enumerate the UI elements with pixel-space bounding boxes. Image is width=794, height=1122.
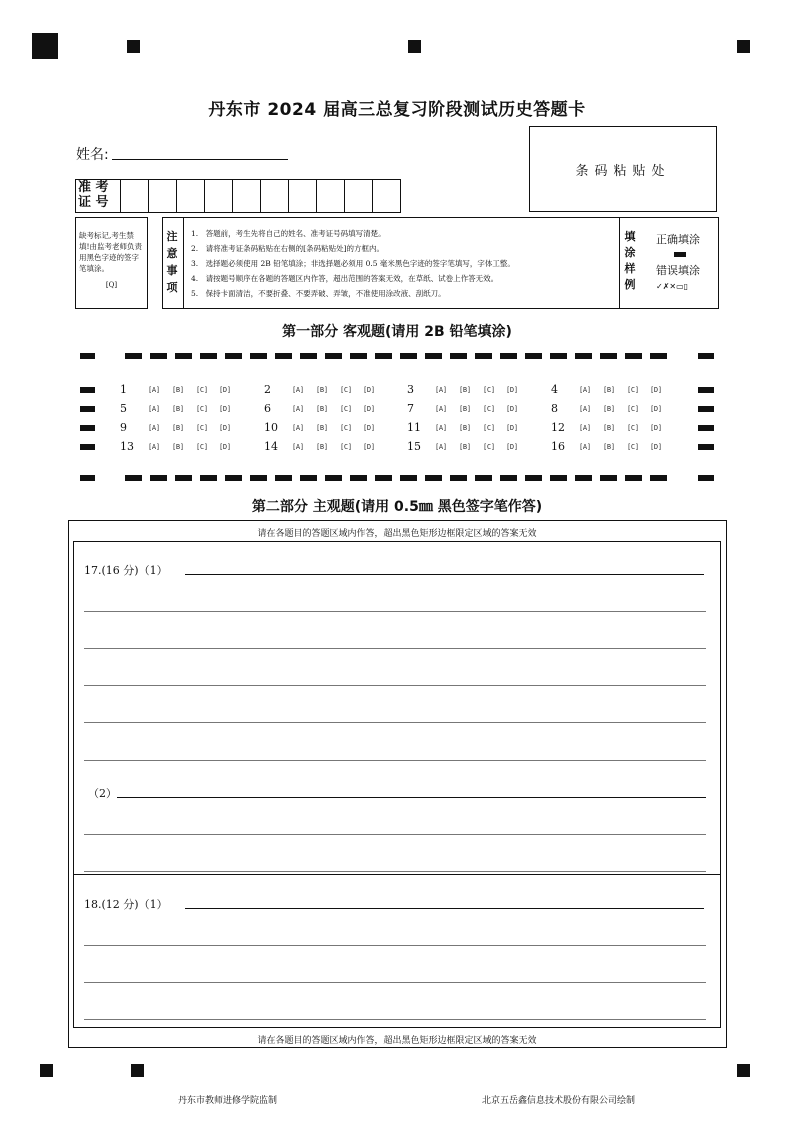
timing-mark [80,475,95,481]
answer-bubble[interactable]: [C] [483,386,495,394]
exam-number-cell[interactable] [233,180,261,213]
answer-line[interactable] [84,871,706,872]
answer-bubble[interactable]: [A] [148,424,160,432]
timing-mark [225,475,242,481]
position-mark [127,40,140,53]
answer-bubble[interactable]: [B] [172,443,184,451]
answer-bubble[interactable]: [D] [650,443,662,451]
timing-mark [650,353,667,359]
timing-mark [575,475,592,481]
exam-number-grid[interactable] [75,179,401,213]
answer-bubble[interactable]: [C] [196,443,208,451]
answer-bubble[interactable]: [C] [340,443,352,451]
position-mark [737,1064,750,1077]
notice-item: 2. 请将准考证条码粘贴在右侧的[条码粘贴处]的方框内。 [191,244,385,253]
objective-row [0,402,794,420]
answer-bubble[interactable]: [B] [459,386,471,394]
answer-bubble[interactable]: [B] [316,386,328,394]
objective-row [0,383,794,401]
timing-mark [450,475,467,481]
answer-bubble[interactable]: [A] [579,443,591,451]
timing-mark [300,353,317,359]
exam-number-cell[interactable] [205,180,233,213]
answer-bubble[interactable]: [D] [506,386,518,394]
question-number: 16 [551,440,565,453]
answer-bubble[interactable]: [D] [650,386,662,394]
timing-mark [250,353,267,359]
timing-mark [175,353,192,359]
answer-bubble[interactable]: [D] [363,386,375,394]
name-field[interactable] [112,159,288,160]
answer-line[interactable] [84,834,706,835]
area-notice-bottom: 请在各题目的答题区域内作答，超出黑色矩形边框限定区域的答案无效 [257,1036,537,1046]
question-divider [73,874,721,875]
answer-line[interactable] [84,760,706,761]
barcode-label: 条码粘贴处 [575,163,671,179]
name-label: 姓名: [76,147,109,163]
row-timing-mark [80,406,95,412]
answer-bubble[interactable]: [A] [435,405,447,413]
notice-divider [183,217,184,309]
answer-bubble[interactable]: [C] [340,386,352,394]
answer-bubble[interactable]: [C] [340,405,352,413]
fill-header: 填 涂 样 例 [624,230,636,291]
question-number: 4 [551,383,558,396]
timing-mark [350,353,367,359]
answer-bubble[interactable]: [A] [435,386,447,394]
answer-bubble[interactable]: [D] [219,443,231,451]
answer-line[interactable] [84,722,706,723]
answer-line[interactable] [84,945,706,946]
timing-mark [698,353,714,359]
timing-mark [375,353,392,359]
timing-mark [350,475,367,481]
timing-mark [425,353,442,359]
timing-mark [600,475,617,481]
timing-mark [125,353,142,359]
answer-line[interactable] [84,611,706,612]
answer-line[interactable] [84,648,706,649]
answer-bubble[interactable]: [B] [316,405,328,413]
answer-bubble[interactable]: [D] [219,424,231,432]
q17-sub2-label: （2） [88,787,117,800]
timing-mark [125,475,142,481]
notice-item: 1. 答题前，考生先将自己的姓名、准考证号码填写清楚。 [191,229,386,238]
timing-mark [475,475,492,481]
exam-number-cell[interactable] [373,180,401,213]
answer-bubble[interactable]: [D] [363,424,375,432]
timing-mark [500,475,517,481]
exam-number-cell[interactable] [345,180,373,213]
answer-bubble[interactable]: [A] [292,443,304,451]
notice-item: 5. 保持卡面清洁，不要折叠、不要弄破、弄皱，不准使用涂改液、刮纸刀。 [191,289,446,298]
question-number: 14 [264,440,278,453]
question-number: 1 [120,383,127,396]
row-timing-mark [80,425,95,431]
exam-number-cell[interactable] [121,180,149,213]
timing-mark [325,475,342,481]
fill-correct-label: 正确填涂 [656,233,700,246]
position-mark [408,40,421,53]
answer-bubble[interactable]: [B] [603,386,615,394]
notice-list [191,226,611,301]
part1-title: 第一部分 客观题(请用 2B 铅笔填涂) [282,324,512,340]
row-timing-mark [698,444,714,450]
fill-wrong-samples: ✓✗✕▭▯ [656,282,689,291]
answer-bubble[interactable]: [B] [459,405,471,413]
exam-number-cell[interactable] [177,180,205,213]
answer-bubble[interactable]: [D] [219,405,231,413]
timing-mark [300,475,317,481]
exam-number-cell[interactable] [261,180,289,213]
answer-bubble[interactable]: [D] [506,424,518,432]
timing-mark [150,475,167,481]
question-number: 9 [120,421,127,434]
answer-bubble[interactable]: [B] [172,386,184,394]
answer-line[interactable] [84,1019,706,1020]
timing-mark [400,475,417,481]
q17-label: 17.(16 分)（1） [84,564,168,577]
question-number: 13 [120,440,134,453]
answer-bubble[interactable]: [D] [363,443,375,451]
answer-bubble[interactable]: [A] [292,405,304,413]
question-number: 7 [407,402,414,415]
question-number: 11 [407,421,421,434]
timing-mark [175,475,192,481]
timing-mark [550,475,567,481]
answer-bubble[interactable]: [D] [506,443,518,451]
answer-bubble[interactable]: [D] [506,405,518,413]
fill-wrong-label: 错误填涂 [656,264,700,277]
corner-mark-top-left [32,33,58,59]
answer-line[interactable] [185,574,704,575]
timing-mark [325,353,342,359]
answer-bubble[interactable]: [C] [196,386,208,394]
answer-bubble[interactable]: [A] [579,424,591,432]
answer-bubble[interactable]: [B] [603,443,615,451]
timing-mark [600,353,617,359]
question-number: 8 [551,402,558,415]
question-number: 3 [407,383,414,396]
answer-line[interactable] [185,908,704,909]
objective-row [0,421,794,439]
absent-mark-box [75,217,148,309]
timing-mark [150,353,167,359]
answer-bubble[interactable]: [A] [148,386,160,394]
exam-number-cell[interactable] [317,180,345,213]
absent-note: 缺考标记,考生禁填!由监考老师负责用黑色字迹的签字笔填涂。 [79,231,143,273]
question-number: 10 [264,421,278,434]
answer-bubble[interactable]: [B] [172,405,184,413]
answer-bubble[interactable]: [C] [340,424,352,432]
answer-bubble[interactable]: [C] [196,424,208,432]
barcode-area [529,126,717,212]
timing-mark [550,353,567,359]
answer-bubble[interactable]: [A] [292,386,304,394]
position-mark [40,1064,53,1077]
row-timing-mark [80,444,95,450]
answer-bubble[interactable]: [B] [316,443,328,451]
page-title: 丹东市 2024 届高三总复习阶段测试历史答题卡 [208,100,586,120]
timing-mark [500,353,517,359]
footer-right: 北京五岳鑫信息技术股份有限公司绘制 [482,1096,636,1106]
timing-mark [475,353,492,359]
answer-bubble[interactable]: [A] [579,405,591,413]
answer-bubble[interactable]: [C] [627,443,639,451]
exam-number-label: 准 考 证 号 [78,180,109,210]
fill-correct-sample [674,252,686,257]
answer-bubble[interactable]: [A] [435,443,447,451]
answer-bubble[interactable]: [C] [483,424,495,432]
timing-mark [525,353,542,359]
timing-mark [250,475,267,481]
row-timing-mark [698,406,714,412]
timing-mark [225,353,242,359]
answer-line[interactable] [84,982,706,983]
timing-mark [200,353,217,359]
answer-bubble[interactable]: [B] [603,424,615,432]
answer-bubble[interactable]: [B] [603,405,615,413]
footer-left: 丹东市教师进修学院监制 [178,1096,278,1106]
timing-mark [375,475,392,481]
q18-label: 18.(12 分)（1） [84,898,168,911]
question-number: 2 [264,383,271,396]
answer-bubble[interactable]: [A] [292,424,304,432]
area-notice-top: 请在各题目的答题区域内作答，超出黑色矩形边框限定区域的答案无效 [257,529,537,539]
answer-bubble[interactable]: [C] [627,386,639,394]
notice-item: 3. 选择题必须使用 2B 铅笔填涂；非选择题必须用 0.5 毫米黑色字迹的签字笔填写，字体工整。 [191,259,515,268]
timing-mark [625,353,642,359]
answer-inner-frame [73,541,721,1028]
exam-number-cell[interactable] [289,180,317,213]
row-timing-mark [698,387,714,393]
answer-bubble[interactable]: [A] [579,386,591,394]
answer-bubble[interactable]: [C] [483,405,495,413]
objective-row [0,440,794,458]
answer-bubble[interactable]: [D] [219,386,231,394]
row-timing-mark [698,425,714,431]
position-mark [131,1064,144,1077]
timing-mark [650,475,667,481]
question-number: 5 [120,402,127,415]
question-number: 6 [264,402,271,415]
timing-mark [525,475,542,481]
answer-bubble[interactable]: [A] [435,424,447,432]
timing-mark [275,475,292,481]
timing-mark [450,353,467,359]
answer-line[interactable] [117,797,706,798]
fill-divider [619,217,620,309]
answer-bubble[interactable]: [B] [172,424,184,432]
answer-bubble[interactable]: [B] [459,443,471,451]
answer-bubble[interactable]: [B] [459,424,471,432]
answer-bubble[interactable]: [C] [483,443,495,451]
answer-bubble[interactable]: [C] [627,424,639,432]
timing-mark [400,353,417,359]
timing-mark [275,353,292,359]
answer-bubble[interactable]: [D] [650,405,662,413]
position-mark [737,40,750,53]
question-number: 12 [551,421,565,434]
row-timing-mark [80,387,95,393]
answer-bubble[interactable]: [A] [148,405,160,413]
answer-line[interactable] [84,685,706,686]
notice-header: 注 意 事 项 [166,230,178,294]
answer-bubble[interactable]: [C] [627,405,639,413]
answer-bubble[interactable]: [D] [363,405,375,413]
timing-mark [200,475,217,481]
timing-mark [425,475,442,481]
answer-bubble[interactable]: [A] [148,443,160,451]
absent-mark-bubble[interactable]: [Q] [105,281,118,289]
question-number: 15 [407,440,421,453]
exam-number-cell[interactable] [149,180,177,213]
timing-mark [698,475,714,481]
answer-bubble[interactable]: [D] [650,424,662,432]
timing-mark [80,353,95,359]
timing-mark [575,353,592,359]
answer-bubble[interactable]: [C] [196,405,208,413]
timing-mark [625,475,642,481]
notice-item: 4. 请按题号顺序在各题的答题区内作答，超出范围的答案无效，在草纸、试卷上作答无效。 [191,274,499,283]
answer-bubble[interactable]: [B] [316,424,328,432]
part2-title: 第二部分 主观题(请用 0.5㎜ 黑色签字笔作答) [251,499,543,515]
